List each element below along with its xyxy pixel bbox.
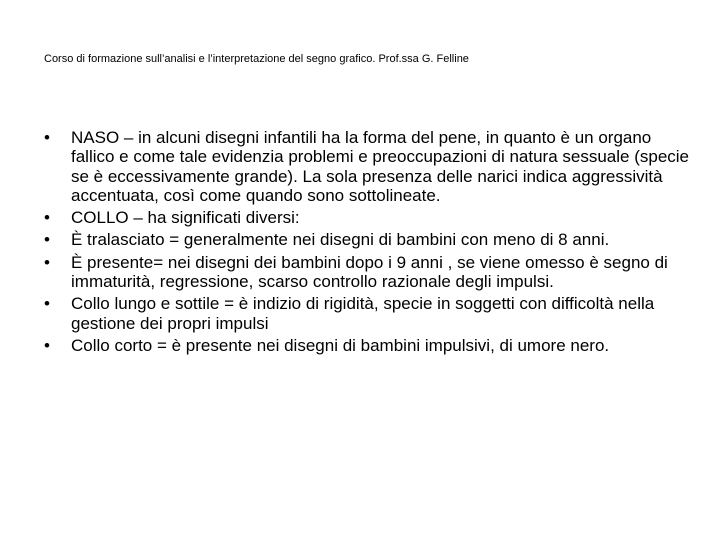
bullet-marker: • [44,252,50,272]
bullet-item-collo [0,208,690,227]
bullet-item-collo-corto [0,336,690,355]
bullet-marker: • [44,335,50,355]
bullet-text: È tralasciato = generalmente nei disegni di bambini con meno di 8 anni. [71,230,610,250]
bullet-text: È presente= nei disegni dei bambini dopo i 9 anni , se viene omesso è segno di immaturità, regressione, scarso controllo razionale degli impulsi. [71,252,668,292]
bullet-text: Collo lungo e sottile = è indizio di rigidità, specie in soggetti con difficoltà nella gestione dei propri impulsi [71,294,655,333]
bullet-text: Collo corto = è presente nei disegni di bambini impulsivi, di umore nero. [71,335,610,355]
bullet-marker: • [44,294,50,314]
bullet-list [0,128,700,358]
bullet-item-naso [0,128,690,205]
bullet-text: NASO – in alcuni disegni infantili ha la forma del pene, in quanto è un organo fallico e come tale evidenzia problemi e preoccupazioni di natura sessuale (specie se è eccessivamente grande). La sola presenza delle narici indica aggressività accentuata, così come quando sono sottolineate. [71,128,690,205]
bullet-item-tralasciato [0,230,690,249]
course-header: Corso di formazione sull’analisi e l’interpretazione del segno grafico. Prof.ssa G. Felline [44,53,469,65]
bullet-text: COLLO – ha significati diversi: [71,208,300,228]
bullet-item-presente [0,253,690,292]
bullet-marker: • [44,230,50,250]
bullet-marker: • [44,208,50,228]
bullet-marker: • [44,128,50,147]
bullet-item-collo-lungo [0,294,690,333]
